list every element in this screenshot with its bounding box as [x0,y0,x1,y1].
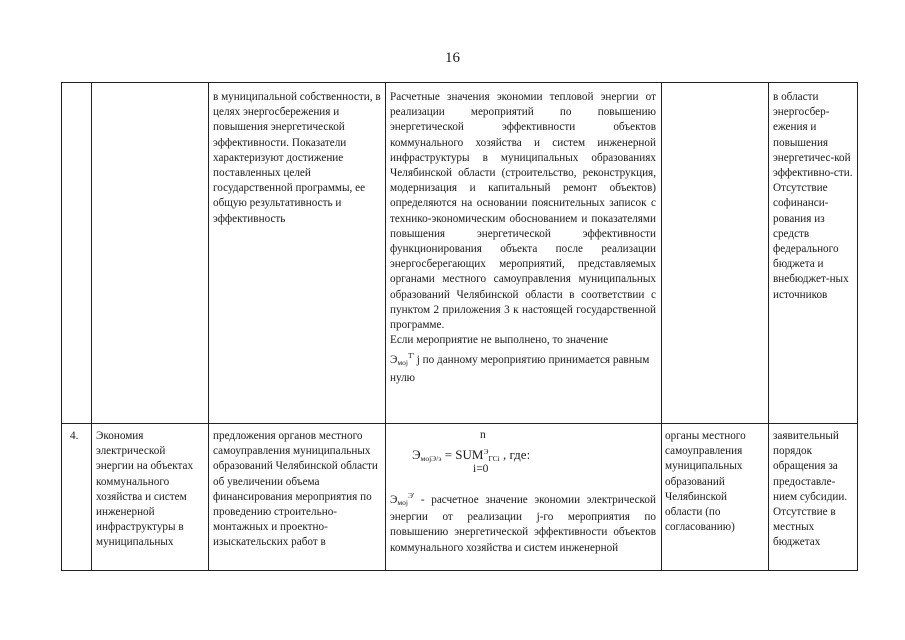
row1-col4-text [390,90,656,386]
row2-col6-text: заявительный порядок обращения за предоставле-нием субсидии. Отсутствие в местных бюджетах [773,430,848,549]
formula-eq: = [441,447,456,462]
formula-sum-sup: Э [483,447,489,456]
formula-tail: , где: [499,447,531,462]
formula-top-index: n [480,429,486,441]
symbol: Э [390,354,398,367]
row1-col3-text: в муниципальной собственности, в целях энергосбережения и повышения энергетической эффективности. Показатели характеризуют достижение поставленных целей государственной программы, ее общую результативность и эффективность [213,91,381,225]
subscript: моj [397,498,408,507]
row2-col4-definition [390,488,656,556]
row2-col5-text: органы местного самоуправления муниципальных образований Челябинской области (по согласованию) [665,430,746,534]
symbol: Э [390,494,398,506]
row-border [61,570,858,571]
superscript: Э' [407,491,415,500]
column-border [208,82,209,570]
row1-col6-text: в области энергосбер-ежения и повышения энергетичес-кой эффективно-сти. Отсутствие софинанси-рования из средств федерального бюджета и внебюджет-ных источников [773,91,853,301]
row2-number: 4. [70,430,79,442]
row-border [61,82,858,83]
page-number: 16 [445,50,460,66]
column-border [661,82,662,570]
formula-lhs: Э [412,447,421,462]
note-rest: j по данному мероприятию принимается равным нулю [390,354,650,384]
formula [412,445,530,466]
formula-lhs-sub: моjЭ/э [420,454,442,463]
row2-col3-text: предложения органов местного самоуправления муниципальных образований Челябинской области об увеличении объема финансирования мероприятия по проведению строительно-монтажных и проектно-изыскательских работ в [213,430,378,549]
superscript: Т' [407,351,414,361]
row-border [61,423,858,424]
row1-col4-note-b [390,348,656,385]
definition-rest: - расчетное значение экономии электрической энергии от реализации j-го мероприятия по повышению энергетической эффективности объектов коммунального хозяйства и систем инженерной [390,494,656,554]
row1-col4-note-a: Если мероприятие не выполнено, то значение [390,334,609,347]
row1-col4-main: Расчетные значения экономии тепловой энергии от реализации мероприятий по повышению энергетической эффективности объектов коммунального хозяйства и систем инженерной инфраструктуры в муниципальных образованиях Челябинской области (строительство, реконструкция, модернизация и капитальный ремонт объектов) определяются на основании пояснительных записок с технико-экономическим обоснованием и показателями повышения энергетической эффективности функционирования объекта после реализации энергосберегающих мероприятий, представляемых органами местного самоуправления муниципальных образований Челябинской области в соответствии с пунктом 2 приложения 3 к настоящей государственной программе. [390,91,656,332]
formula-sum-sub: ГСi [488,454,500,463]
column-border [91,82,92,570]
column-border [385,82,386,570]
formula-bottom-index: i=0 [473,463,489,475]
row2-col2-text: Экономия электрической энергии на объектах коммунального хозяйства и систем инженерной инфраструктуры в муниципальных [96,430,194,549]
column-border [61,82,62,570]
column-border [768,82,769,570]
formula-sum: SUM [455,447,484,462]
subscript: моj [397,358,408,368]
column-border [857,82,858,570]
